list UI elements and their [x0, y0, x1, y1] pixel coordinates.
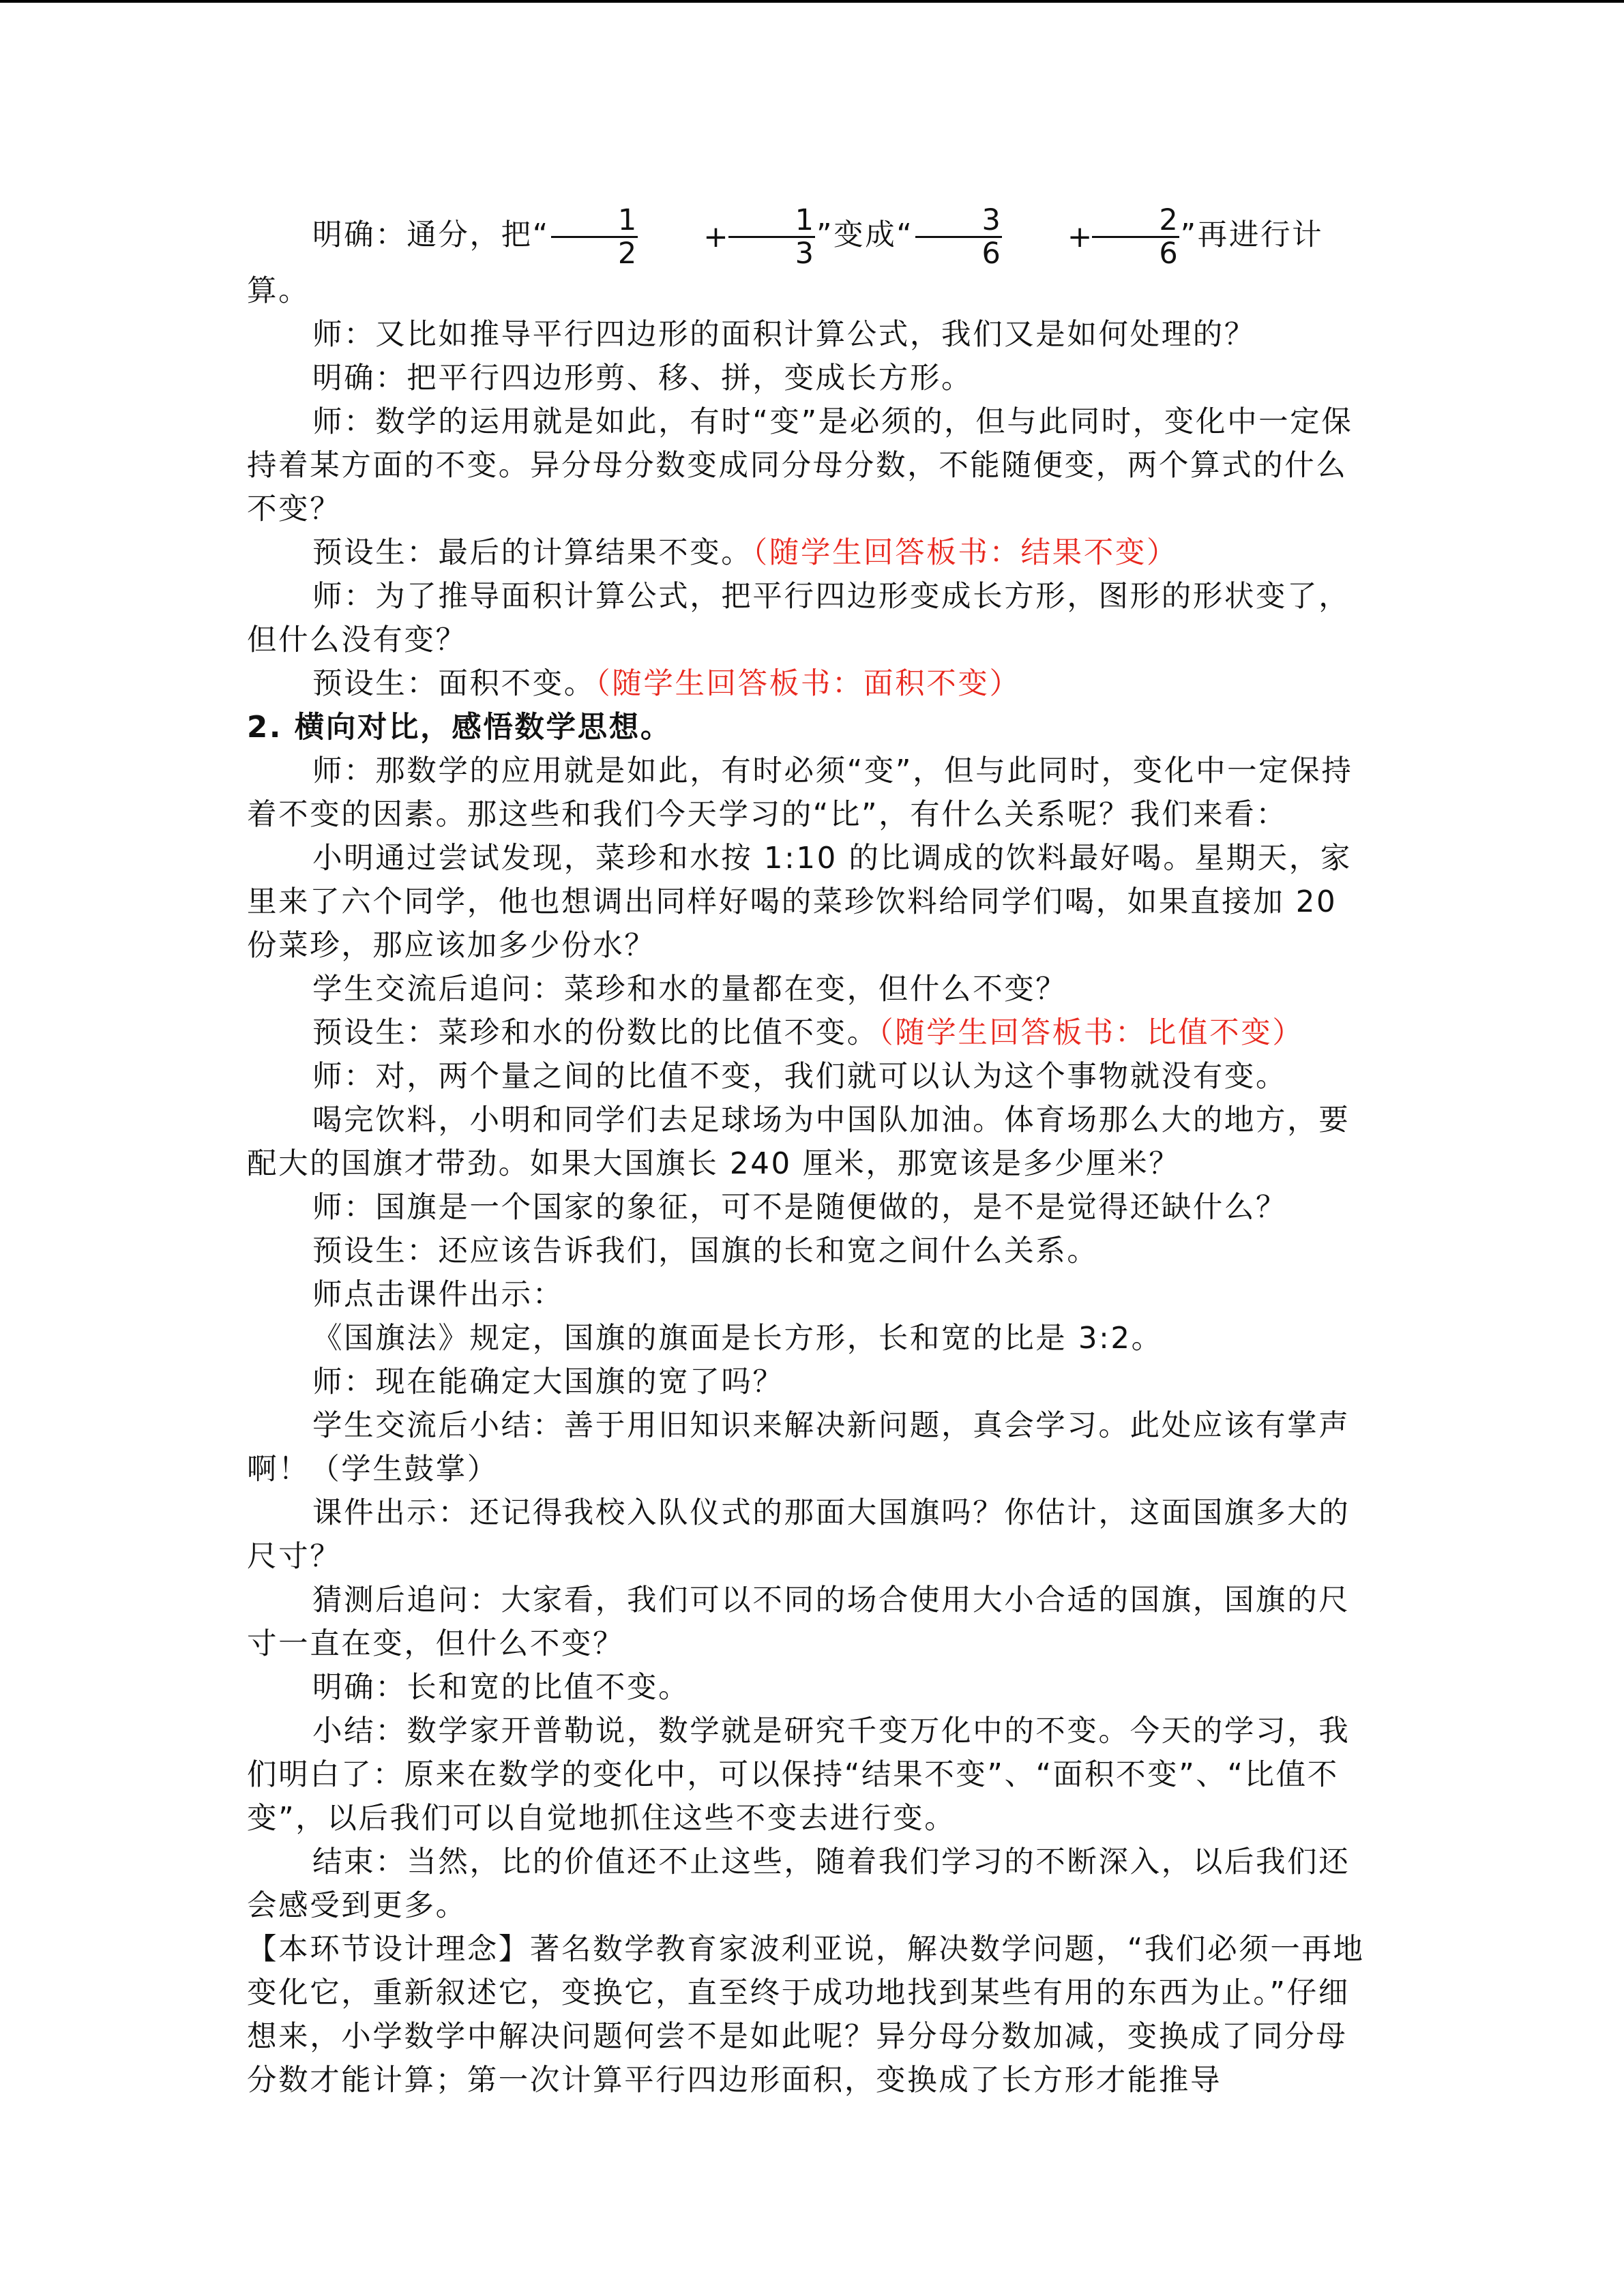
- paragraph: 师：又比如推导平行四边形的面积计算公式，我们又是如何处理的？: [312, 318, 1256, 352]
- paragraph-fraction: [247, 205, 1372, 313]
- paragraph: 预设生：还应该告诉我们，国旗的长和宽之间什么关系。: [312, 1234, 1099, 1268]
- text-segment: 预设生：菜珍和水的份数比的比值不变。: [312, 1016, 879, 1050]
- paragraph: 师：现在能确定大国旗的宽了吗？: [312, 1365, 784, 1399]
- paragraph: 师点击课件出示：: [312, 1278, 564, 1312]
- paragraph: 师：对，两个量之间的比值不变，我们就可以认为这个事物就没有变。: [312, 1060, 1288, 1094]
- paragraph: 师：数学的运用就是如此，有时“变”是必须的，但与此同时，变化中一定保持着某方面的不变。异分母分数变成同分母分数，不能随便变，两个算式的什么不变？: [247, 405, 1353, 526]
- board-note: （随学生回答板书：面积不变）: [595, 667, 1021, 701]
- fraction-1-2: [551, 205, 638, 269]
- numerator: 3: [915, 205, 1002, 238]
- numerator: 1: [728, 205, 815, 238]
- paragraph: 喝完饮料，小明和同学们去足球场为中国队加油。体育场那么大的地方，要配大的国旗才带劲。如果大国旗长 240 厘米，那宽该是多少厘米？: [247, 1103, 1350, 1181]
- text-segment: 预设生：最后的计算结果不变。: [312, 536, 753, 570]
- paragraph: 学生交流后追问：菜珍和水的量都在变，但什么不变？: [312, 972, 1067, 1007]
- paragraph: 小明通过尝试发现，菜珍和水按 1:10 的比调成的饮料最好喝。星期天，家里来了六个同学，他也想调出同样好喝的菜珍饮料给同学们喝，如果直接加 20 份菜珍，那应该加多少份水？: [247, 841, 1352, 963]
- fraction-1-3: [728, 205, 815, 269]
- document-body: [247, 205, 1372, 2102]
- paragraph: 猜测后追问：大家看，我们可以不同的场合使用大小合适的国旗，国旗的尺寸一直在变，但什么不变？: [247, 1583, 1350, 1661]
- paragraph: 《国旗法》规定，国旗的旗面是长方形，长和宽的比是 3:2。: [312, 1322, 1163, 1356]
- fraction-2-6: [1092, 205, 1179, 269]
- top-border-rule: [0, 0, 1624, 3]
- board-note: （随学生回答板书：比值不变）: [878, 1016, 1304, 1050]
- paragraph: 师：那数学的应用就是如此，有时必须“变”，但与此同时，变化中一定保持着不变的因素。那这些和我们今天学习的“比”，有什么关系呢？我们来看：: [247, 754, 1353, 832]
- paragraph: 师：为了推导面积计算公式，把平行四边形变成长方形，图形的形状变了，但什么没有变？: [247, 580, 1350, 657]
- paragraph: 师：国旗是一个国家的象征，可不是随便做的，是不是觉得还缺什么？: [312, 1191, 1288, 1225]
- denominator: 6: [981, 237, 1001, 271]
- paragraph: 明确：长和宽的比值不变。: [312, 1671, 690, 1705]
- text-segment: ”再进行计算。: [247, 218, 1324, 308]
- numerator: 2: [1092, 205, 1179, 238]
- design-concept-paragraph: 【本环节设计理念】著名数学教育家波利亚说，解决数学问题，“我们必须一再地变化它，重新叙述它，变换它，直至终于成功地找到某些有用的东西为止。”仔细想来，小学数学中解决问题何尝不是如此呢？异分母分数加减，变换成了同分母分数才能计算；第一次计算平行四边形面积，变换成了长方形才能推导: [247, 1933, 1365, 2098]
- denominator: 6: [1159, 237, 1178, 271]
- paragraph: [247, 662, 1372, 706]
- section-heading: 2. 横向对比，感悟数学思想。: [247, 711, 672, 745]
- plus-sign: +: [703, 220, 728, 254]
- text-segment: 明确：通分，把“: [312, 218, 550, 252]
- paragraph: 结束：当然，比的价值还不止这些，随着我们学习的不断深入，以后我们还会感受到更多。: [247, 1845, 1350, 1923]
- board-note: （随学生回答板书：结果不变）: [752, 536, 1179, 570]
- numerator: 1: [551, 205, 638, 238]
- paragraph: [247, 531, 1372, 575]
- denominator: 2: [617, 237, 637, 271]
- paragraph: [247, 1011, 1372, 1055]
- fraction-3-6: [915, 205, 1002, 269]
- plus-sign: +: [1067, 220, 1093, 254]
- paragraph: 明确：把平行四边形剪、移、拼，变成长方形。: [312, 361, 973, 396]
- text-segment: 预设生：面积不变。: [312, 667, 595, 701]
- text-segment: ”变成“: [816, 218, 914, 252]
- paragraph: 课件出示：还记得我校入队仪式的那面大国旗吗？你估计，这面国旗多大的尺寸？: [247, 1496, 1350, 1574]
- paragraph: 学生交流后小结：善于用旧知识来解决新问题，真会学习。此处应该有掌声啊！（学生鼓掌）: [247, 1409, 1350, 1487]
- denominator: 3: [795, 237, 814, 271]
- paragraph: 小结：数学家开普勒说，数学就是研究千变万化中的不变。今天的学习，我们明白了：原来在数学的变化中，可以保持“结果不变”、“面积不变”、“比值不变”，以后我们可以自觉地抓住这些不变去进行变。: [247, 1714, 1350, 1836]
